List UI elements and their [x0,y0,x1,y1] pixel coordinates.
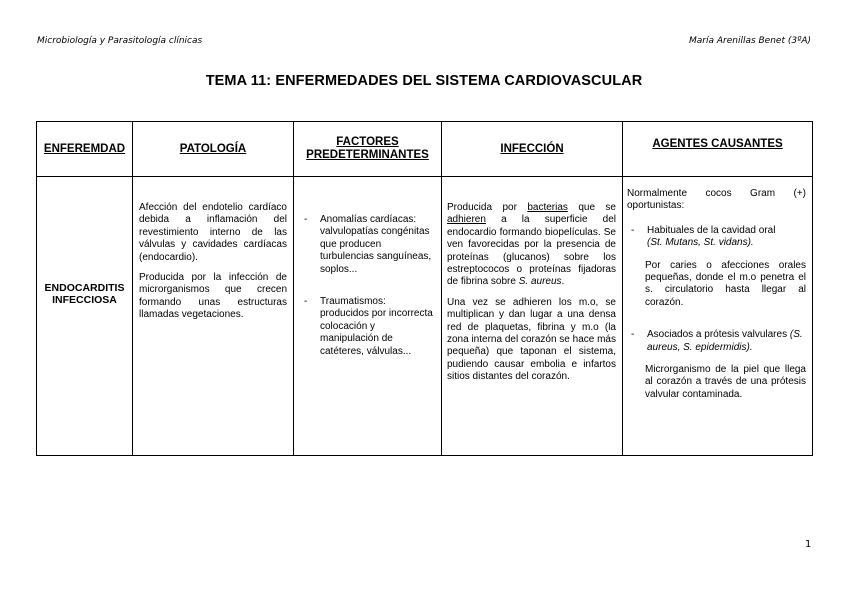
running-header-left: Microbiología y Parasitología clínicas [37,36,203,46]
header-infeccion: INFECCIÓN [500,142,564,155]
header-factores: FACTORES PREDETERMINANTES [306,136,429,161]
dash-bullet: - [631,329,635,341]
agentes-intro: Normalmente cocos Gram (+) oportunistas: [627,188,806,212]
page-number: 1 [805,539,812,550]
text-run: Producida por [447,202,528,213]
disease-name: ENDOCARDITIS INFECCIOSA [44,281,125,306]
infeccion-paragraph [447,202,616,289]
page-title: TEMA 11: ENFERMEDADES DEL SISTEMA CARDIOVASCULAR [205,73,643,89]
header-cell-factores [294,122,442,177]
list-item [304,214,435,276]
italic-species: (S. aureus, S. epidermidis). [647,329,803,353]
text-run: . [561,276,565,288]
underlined-word: adhieren [447,214,486,226]
infeccion-paragraph: Una vez se adhieren los m.o, se multiplican y dan lugar a una densa red de plaquetas, fibrina y m.o (la zona interna del corazón se hace más pequeña) que taponan el sistema, pudiendo causar embolia e infartos sitios distantes del corazón. [447,296,616,383]
header-patologia: PATOLOGÍA [179,142,247,155]
agentes-bullet [647,225,806,250]
header-cell-infeccion [442,122,623,177]
factores-item: Anomalías cardíacas: valvulopatías congénitas que producen turbulencias sanguíneas, soplos... [320,214,432,275]
table-header-row [37,122,813,177]
running-header-right: María Arenillas Benet (3ºA) [688,36,811,46]
agentes-paragraph: Por caries o afecciones orales pequeñas, donde el m.o penetra el s. circulatorio hasta llegar al corazón. [645,259,806,308]
agentes-paragraph: Microrganismo de la piel que llega al corazón a través de una prótesis valvular contaminada. [645,364,806,400]
header-enfermedad: ENFEREMDAD [43,142,126,155]
agentes-cell [623,177,813,456]
factores-cell [294,177,442,456]
disease-table [36,121,813,456]
infeccion-cell [442,177,623,456]
header-cell-patologia [133,122,294,177]
disease-cell [37,177,133,456]
list-item [627,225,806,250]
agentes-bullet [647,329,806,354]
dash-bullet: - [304,296,308,308]
patologia-paragraph: Producida por la infección de microrganismos que crecen formando unas estructuras llamadas vegetaciones. [139,272,287,321]
text-run: Asociados a prótesis valvulares [647,329,790,341]
text-run: Habituales de la cavidad oral [647,224,776,236]
text-run: a la superficie del endocardio formando biopelículas. Se ven favorecidas por la presencia de proteínas (glucanos) sobre los estreptococos o proteínas fijadoras de fibrina sobre [447,214,616,288]
patologia-cell [133,177,294,456]
dash-bullet: - [304,214,308,225]
list-item [304,296,435,358]
italic-species: (St. Mutans, St. vidans). [647,237,754,249]
text-run: que se [567,202,616,213]
header-cell-agentes [623,122,813,177]
header-cell-enfermedad [37,122,133,177]
table-row [37,177,813,456]
dash-bullet: - [631,224,635,236]
patologia-paragraph: Afección del endotelio cardíaco debida a inflamación del revestimiento interno de las válvulas y cavidades cardíacas (endocardio). [139,202,287,263]
header-agentes: AGENTES CAUSANTES [652,138,783,150]
factores-item: Traumatismos: producidos por incorrecta colocación y manipulación de catéteres, válvulas... [320,296,433,357]
underlined-word: bacterias [527,202,568,213]
list-item [627,329,806,354]
italic-species: S. aureus [518,276,562,288]
